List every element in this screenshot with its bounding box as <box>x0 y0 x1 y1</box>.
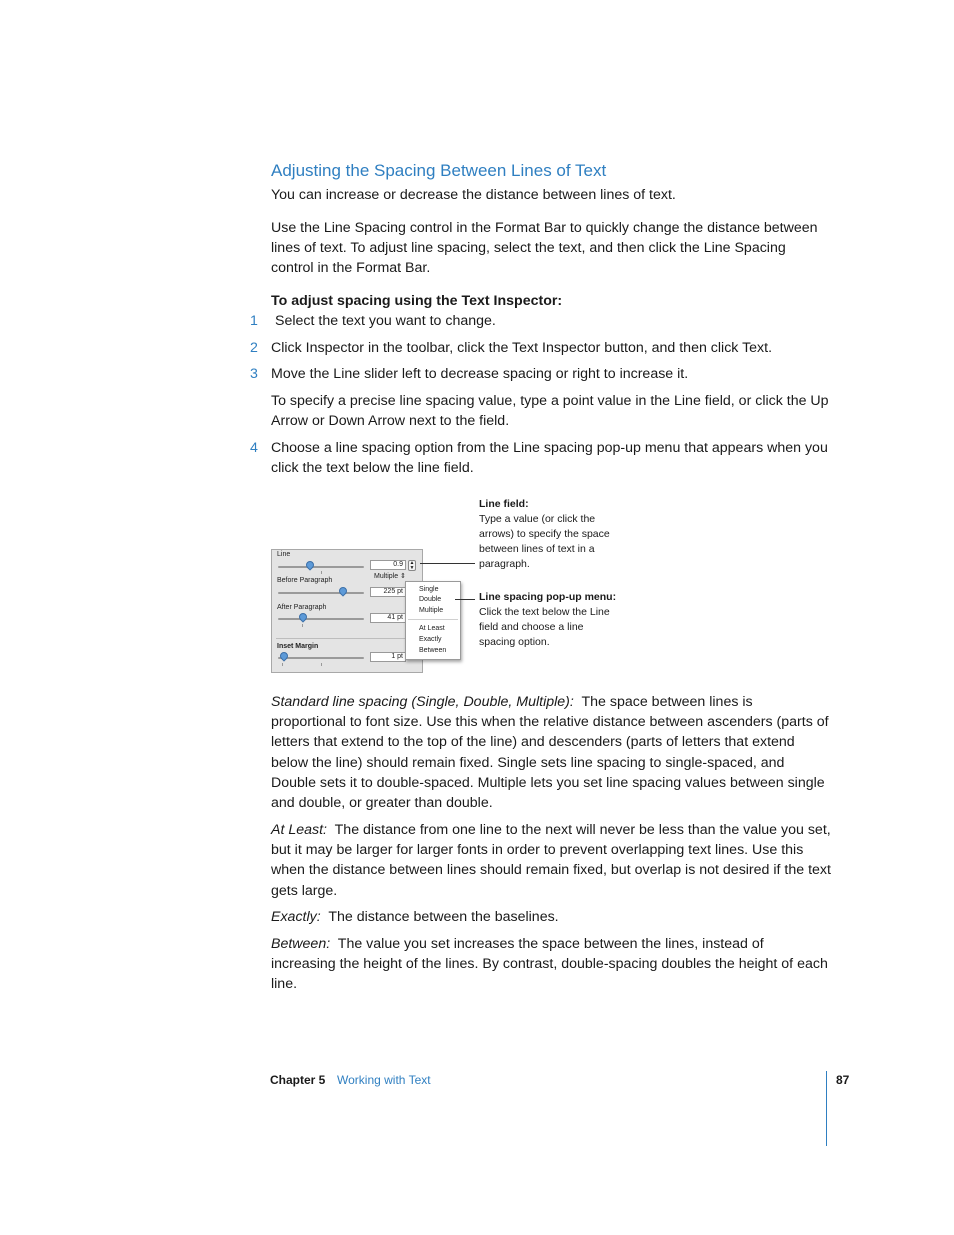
step-number: 4 <box>250 440 258 456</box>
menu-item-single[interactable]: Single <box>419 586 439 593</box>
definition-standard <box>271 692 831 813</box>
step-text: Choose a line spacing option from the Line spacing pop-up menu that appears when you click the text below the line field. <box>271 440 828 477</box>
inset-margin-field[interactable]: 1 pt <box>370 652 406 662</box>
callout-body: Type a value (or click the arrows) to specify the space between lines of text in a paragraph. <box>479 513 610 570</box>
step-number: 2 <box>250 340 258 356</box>
callout-title: Line field: <box>479 498 529 510</box>
definition-at-least <box>271 820 831 901</box>
inset-margin-slider-knob[interactable] <box>278 650 289 661</box>
after-paragraph-slider-track[interactable] <box>278 618 364 620</box>
definition-term: Standard line spacing (Single, Double, Multiple): <box>271 694 574 710</box>
inset-margin-slider-track[interactable] <box>278 657 364 659</box>
definition-between <box>271 934 831 995</box>
line-slider-track[interactable] <box>278 566 364 568</box>
line-field[interactable]: 0.9 <box>370 560 406 570</box>
chevron-updown-icon: ⇕ <box>400 573 406 580</box>
step-number: 3 <box>250 366 258 382</box>
step-text: Move the Line slider left to decrease spacing or right to increase it. <box>271 366 689 382</box>
after-paragraph-field[interactable]: 41 pt <box>370 613 406 623</box>
before-paragraph-slider-track[interactable] <box>278 592 364 594</box>
menu-item-double[interactable]: Double <box>419 596 442 603</box>
inset-margin-label: Inset Margin <box>277 643 319 650</box>
footer-rule <box>826 1071 827 1146</box>
definition-exactly <box>271 907 831 927</box>
footer-chapter: Chapter 5 <box>270 1073 326 1087</box>
menu-item-multiple[interactable]: Multiple <box>419 607 444 614</box>
line-spacing-popup-menu <box>405 581 461 660</box>
callout-leader-line <box>455 599 475 600</box>
slider-tick <box>321 663 322 666</box>
step-text: Click Inspector in the toolbar, click the Text Inspector button, and then click Text. <box>271 340 773 356</box>
footer-chapter-title: Working with Text <box>337 1073 431 1087</box>
menu-item-exactly[interactable]: Exactly <box>419 636 442 643</box>
slider-tick <box>321 571 322 574</box>
menu-separator <box>408 619 458 620</box>
panel-divider <box>276 638 418 639</box>
menu-item-between[interactable]: Between <box>419 647 447 654</box>
line-spacing-mode: Multiple <box>374 573 399 580</box>
line-stepper-arrows[interactable]: ▲ ▼ <box>409 560 415 571</box>
callout-body: Click the text below the Line field and choose a line spacing option. <box>479 606 610 648</box>
definition-text: The space between lines is proportional to font size. Use this when the relative distance between ascenders (parts of letters that extend to the top of the line) and descenders (parts of letters that extend below the line) should remain fixed. Single sets line spacing to single-spaced, and Double sets it to double-spaced. Multiple lets you set line spacing values between single and double, or greater than double. <box>271 694 829 812</box>
procedure-title: To adjust spacing using the Text Inspector: <box>271 293 563 309</box>
definition-term: Exactly: <box>271 909 321 925</box>
step-note: To specify a precise line spacing value, type a point value in the Line field, or click the Up Arrow or Down Arrow next to the field. <box>271 393 829 430</box>
line-slider-knob[interactable] <box>304 559 315 570</box>
before-paragraph-field[interactable]: 225 pt <box>370 587 406 597</box>
after-paragraph-slider-knob[interactable] <box>297 611 308 622</box>
callout-title: Line spacing pop-up menu: <box>479 591 617 603</box>
callout-line-field <box>479 497 619 572</box>
before-paragraph-slider-knob[interactable] <box>337 585 348 596</box>
step-number: 1 <box>250 313 258 329</box>
menu-item-at-least[interactable]: At Least <box>419 625 445 632</box>
before-paragraph-label: Before Paragraph <box>277 577 333 584</box>
callout-leader-line <box>420 563 475 564</box>
callout-popup-menu <box>479 590 619 650</box>
slider-tick <box>302 624 303 627</box>
slider-tick <box>282 663 283 666</box>
definition-text: The distance between the baselines. <box>328 909 559 925</box>
definition-term: Between: <box>271 936 331 952</box>
definition-term: At Least: <box>271 822 327 838</box>
page-number: 87 <box>836 1073 850 1087</box>
step-text: Select the text you want to change. <box>275 313 496 329</box>
section-heading: Adjusting the Spacing Between Lines of Text <box>271 161 607 180</box>
after-paragraph-label: After Paragraph <box>277 604 327 611</box>
line-label: Line <box>277 551 291 558</box>
intro-paragraph: You can increase or decrease the distance between lines of text. <box>271 187 676 203</box>
definition-text: The value you set increases the space between the lines, instead of increasing the height of the lines. By contrast, double-spacing doubles the height of each line. <box>271 936 828 993</box>
line-spacing-popup[interactable] <box>374 572 406 580</box>
format-bar-paragraph: Use the Line Spacing control in the Format Bar to quickly change the distance between lines of text. To adjust line spacing, select the text, and then click the Line Spacing control in the Format Bar. <box>271 220 818 277</box>
text-inspector-spacing-panel <box>271 549 423 673</box>
definition-text: The distance from one line to the next will never be less than the value you set, but it may be larger for larger fonts in order to prevent overlapping text lines. Use this when the distance between lines should remain fixed, but overlap is not desired if the text gets large. <box>271 822 831 899</box>
